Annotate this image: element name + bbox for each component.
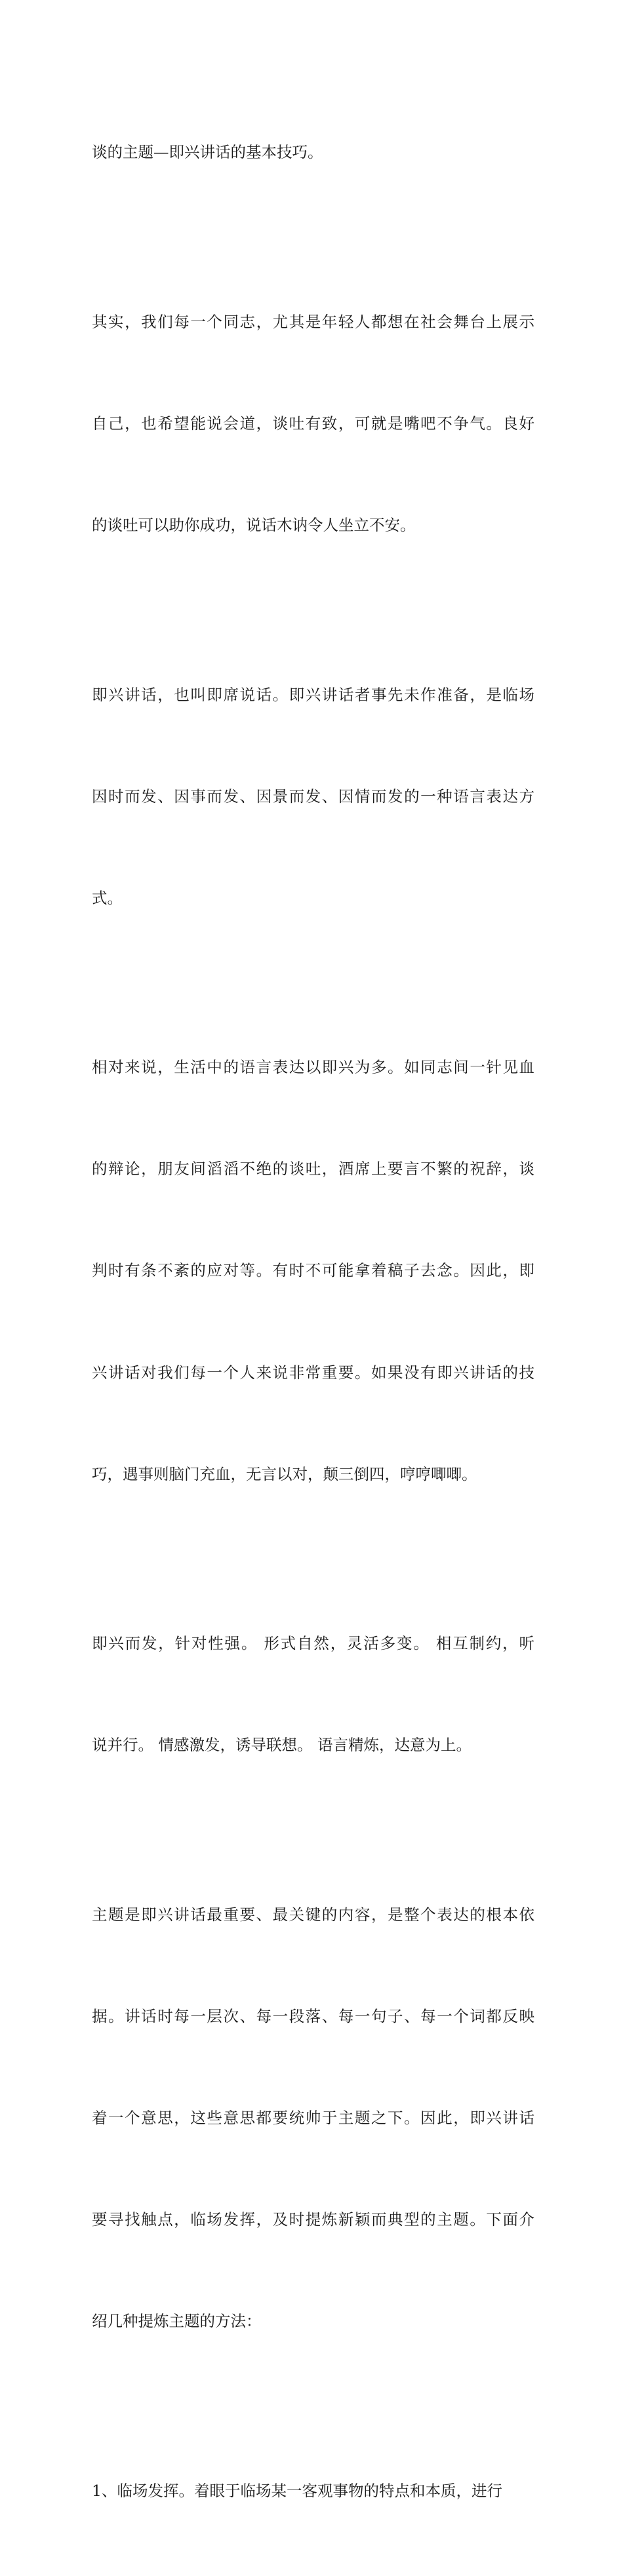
text-line: 其实，我们每一个同志，尤其是年轻人都想在社会舞台上展示 xyxy=(92,312,534,331)
text-line: 判时有条不紊的应对等。有时不可能拿着稿子去念。因此，即 xyxy=(92,1261,534,1280)
text-line: 式。 xyxy=(92,888,123,907)
paragraph-5 xyxy=(92,1559,534,1831)
paragraph-1 xyxy=(92,68,534,238)
text-line: 相对来说，生活中的语言表达以即兴为多。如同志间一针见血 xyxy=(92,1058,534,1077)
text-line: 因时而发、因事而发、因景而发、因情而发的一种语言表达方 xyxy=(92,787,534,806)
text-line: 据。讲话时每一层次、每一段落、每一句子、每一个词都反映 xyxy=(92,2006,534,2025)
text-line: 1、临场发挥。着眼于临场某一客观事物的特点和本质，进行 xyxy=(92,2481,502,2500)
text-line: 绍几种提炼主题的方法： xyxy=(92,2312,262,2331)
paragraph-2 xyxy=(92,238,534,611)
text-line: 兴讲话对我们每一个人来说非常重要。如果没有即兴讲话的技 xyxy=(92,1363,534,1382)
text-line: 即兴讲话，也叫即席说话。即兴讲话者事先未作准备，是临场 xyxy=(92,685,534,704)
text-line: 自己，也希望能说会道，谈吐有致，可就是嘴吧不争气。良好 xyxy=(92,414,534,433)
paragraph-3 xyxy=(92,610,534,983)
text-line: 主题是即兴讲话最重要、最关键的内容，是整个表达的根本依 xyxy=(92,1905,534,1924)
paragraph-7 xyxy=(92,2406,534,2576)
document-body xyxy=(92,68,534,2576)
text-line: 巧，遇事则脑门充血，无言以对，颠三倒四，哼哼唧唧。 xyxy=(92,1464,477,1483)
paragraph-4 xyxy=(92,983,534,1559)
text-line: 谈的主题—即兴讲话的基本技巧。 xyxy=(92,143,323,162)
text-line: 的谈吐可以助你成功，说话木讷令人坐立不安。 xyxy=(92,516,416,535)
text-line: 要寻找触点，临场发挥，及时提炼新颖而典型的主题。下面介 xyxy=(92,2210,534,2229)
paragraph-6 xyxy=(92,1830,534,2406)
text-line: 说并行。 情感激发，诱导联想。 语言精炼，达意为上。 xyxy=(92,1736,472,1755)
text-line: 的辩论，朋友间滔滔不绝的谈吐，酒席上要言不繁的祝辞，谈 xyxy=(92,1160,534,1179)
text-line: 即兴而发，针对性强。 形式自然，灵活多变。 相互制约，听 xyxy=(92,1634,534,1653)
text-line: 着一个意思，这些意思都要统帅于主题之下。因此，即兴讲话 xyxy=(92,2108,534,2127)
